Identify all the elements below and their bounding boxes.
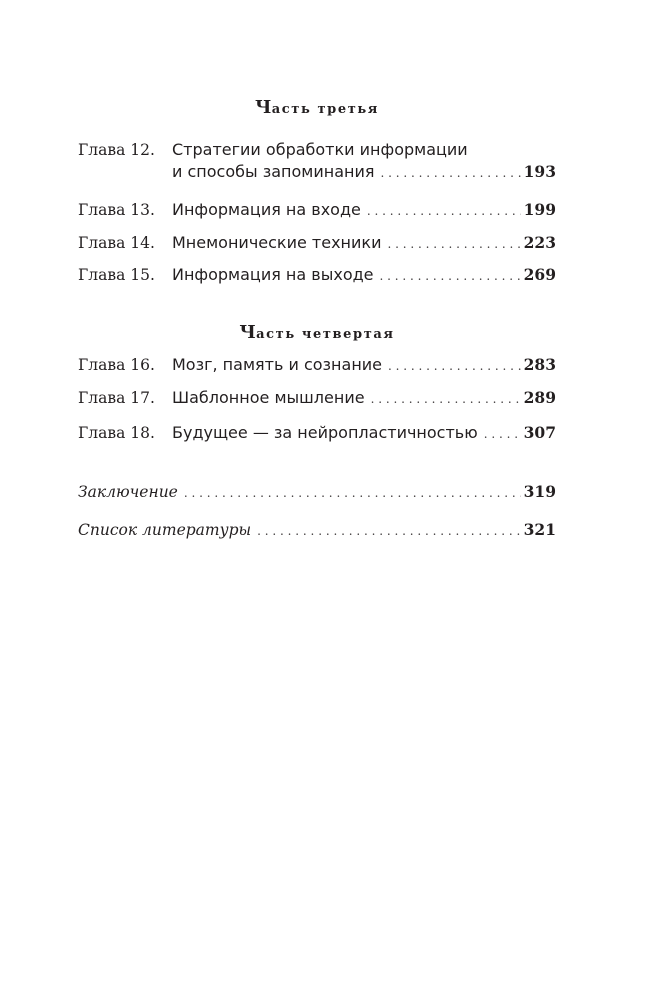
chapter-label: Глава 12. [78,141,155,159]
chapter-label: Глава 15. [78,266,155,284]
chapter-title: Шаблонное мышление [172,388,365,407]
toc-entry-bibliography[interactable] [78,519,556,542]
page-number: 193 [523,162,556,181]
toc-entry-chapter-13[interactable] [78,199,556,222]
toc-entry-chapter-15[interactable] [78,264,556,287]
toc-entry-conclusion[interactable] [78,481,556,504]
page-number: 223 [523,233,556,252]
chapter-title: Мнемонические техники [172,233,382,252]
page-number: 319 [523,482,556,501]
toc-entry-chapter-17[interactable] [78,387,556,410]
chapter-title: Мозг, память и сознание [172,355,383,374]
dot-leader [380,265,521,287]
chapter-title-line-1: Стратегии обработки информации [172,140,468,159]
page-number: 269 [523,265,556,284]
page-number: 199 [523,200,556,219]
dot-leader [371,388,521,410]
part-four-rest: асть четвертая [256,327,395,342]
part-four-heading [78,322,556,346]
page-number: 289 [523,388,556,407]
chapter-label: Глава 18. [78,424,155,442]
dot-leader [484,423,521,445]
part-three-rest: асть третья [271,102,379,117]
dot-leader [367,200,521,222]
chapter-title: Будущее — за нейропластичностью [172,423,478,442]
dot-leader [184,482,521,504]
dot-leader [387,233,520,255]
page-number: 321 [523,520,556,539]
chapter-title: Информация на выходе [172,265,374,284]
dot-leader [257,520,520,542]
chapter-label: Глава 17. [78,389,155,407]
bibliography-title: Список литературы [78,521,252,539]
chapter-label: Глава 13. [78,201,155,219]
part-four-cap: Ч [239,322,257,343]
chapter-title: Информация на входе [172,200,361,219]
toc-entry-chapter-18[interactable] [78,422,556,445]
dot-leader [380,162,520,184]
chapter-label: Глава 16. [78,356,155,374]
chapter-label: Глава 14. [78,234,155,252]
toc-entry-chapter-16[interactable] [78,354,556,377]
page-number: 283 [523,355,556,374]
toc-entry-chapter-14[interactable] [78,232,556,255]
conclusion-title: Заключение [78,483,178,501]
part-three-heading [78,97,556,121]
dot-leader [388,355,521,377]
toc-entry-chapter-12[interactable] [78,139,556,184]
page-number: 307 [523,423,556,442]
part-three-cap: Ч [255,97,272,118]
chapter-title-line-2: и способы запоминания [172,162,375,181]
